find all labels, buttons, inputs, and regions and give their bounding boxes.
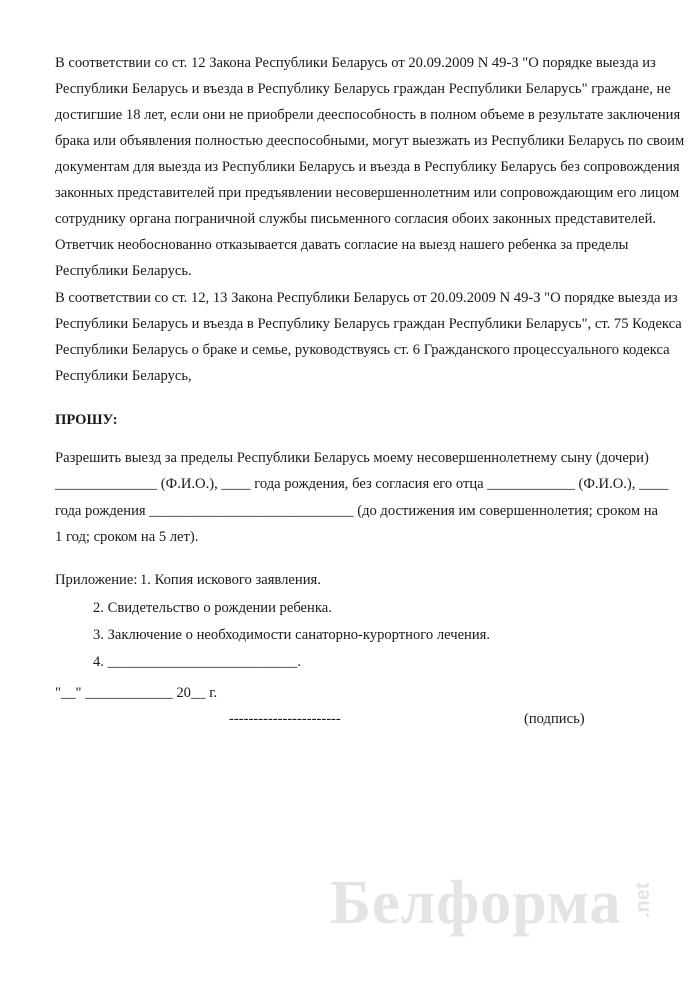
signature-label: (подпись) <box>524 711 585 727</box>
signature-line: ----------------------- <box>229 711 341 727</box>
attachment-item: 1. Копия искового заявления. <box>140 572 321 588</box>
text-line: В соответствии со ст. 12 Закона Республики Беларусь от 20.09.2009 N 49-З "О порядке выезда из <box>55 55 656 71</box>
watermark-text: Белформа <box>330 869 622 937</box>
text-line: В соответствии со ст. 12, 13 Закона Республики Беларусь от 20.09.2009 N 49-З "О порядке выезда из <box>55 290 678 306</box>
text-line: Ответчик необоснованно отказывается давать согласие на выезд нашего ребенка за пределы <box>55 237 629 253</box>
text-line: документам для выезда из Республики Беларусь и въезда в Республику Беларусь без сопровождения <box>55 159 680 175</box>
text-line: Республики Беларусь о браке и семье, руководствуясь ст. 6 Гражданского процессуального кодекса <box>55 342 670 358</box>
text-line: достигшие 18 лет, если они не приобрели дееспособность в полном объеме в результате заключения <box>55 107 681 123</box>
attachment-item: 3. Заключение о необходимости санаторно-курортного лечения. <box>93 627 491 643</box>
attachment-item: 2. Свидетельство о рождении ребенка. <box>93 600 332 616</box>
attachment-item: 4. __________________________. <box>93 654 301 670</box>
text-line: брака или объявления полностью дееспособными, могут выезжать из Республики Беларусь по своим <box>55 133 685 149</box>
text-line: Республики Беларусь и въезда в Республику Беларусь граждан Республики Беларусь" граждане, не <box>55 81 671 97</box>
text-line: Республики Беларусь. <box>55 263 192 279</box>
watermark-suffix: .net <box>632 882 654 918</box>
date-line: "__" ____________ 20__ г. <box>55 685 218 701</box>
text-line: законных представителей при предъявлении несовершеннолетним или сопровождающим его лицом <box>55 185 680 201</box>
text-line: ______________ (Ф.И.О.), ____ года рождения, без согласия его отца ____________ (Ф.И.О.), ____ <box>55 476 669 492</box>
belforma-watermark <box>330 858 670 948</box>
request-heading: ПРОШУ: <box>55 412 118 428</box>
attachments-label: Приложение: <box>55 572 138 588</box>
text-line: Республики Беларусь, <box>55 368 192 384</box>
text-line: года рождения ____________________________ (до достижения им совершеннолетия; сроком на <box>55 503 658 519</box>
text-line: Разрешить выезд за пределы Республики Беларусь моему несовершеннолетнему сыну (дочери) <box>55 450 649 466</box>
text-line: 1 год; сроком на 5 лет). <box>55 529 199 545</box>
text-line: сотруднику органа пограничной службы письменного согласия обоих законных представителей. <box>55 211 657 227</box>
text-line: Республики Беларусь и въезда в Республику Беларусь граждан Республики Беларусь", ст. 75 Кодекса <box>55 316 682 332</box>
